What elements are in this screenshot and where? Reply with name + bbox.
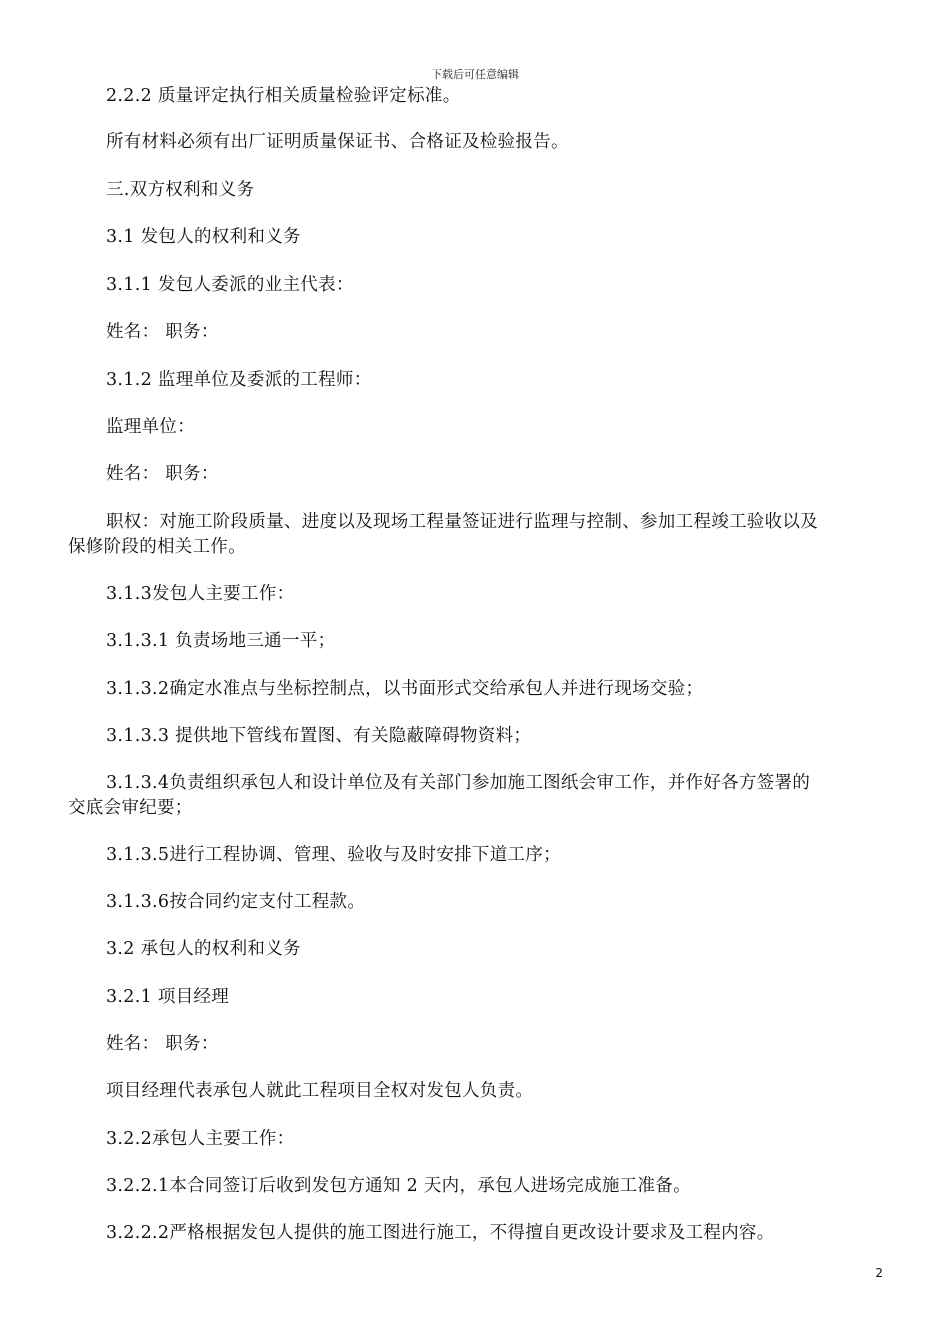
clause-3-1-3-3: 3.1.3.3 提供地下管线布置图、有关隐蔽障碍物资料； — [106, 726, 532, 746]
authority-paragraph-line-2: 保修阶段的相关工作。 — [68, 537, 246, 557]
page-number: 2 — [875, 1266, 883, 1280]
clause-3-1: 3.1 发包人的权利和义务 — [106, 227, 301, 247]
clause-3-2-2-2: 3.2.2.2严格根据发包人提供的施工图进行施工，不得擅自更改设计要求及工程内容。 — [106, 1223, 775, 1243]
materials-requirement: 所有材料必须有出厂证明质量保证书、合格证及检验报告。 — [106, 132, 569, 152]
clause-3-1-3-6: 3.1.3.6按合同约定支付工程款。 — [106, 892, 366, 912]
clause-3-1-3: 3.1.3发包人主要工作： — [106, 584, 295, 604]
clause-3-1-3-2: 3.1.3.2确定水准点与坐标控制点，以书面形式交给承包人并进行现场交验； — [106, 679, 704, 699]
section-heading-3: 三.双方权利和义务 — [106, 180, 255, 200]
clause-3-1-2: 3.1.2 监理单位及委派的工程师： — [106, 370, 372, 390]
clause-3-1-3-1: 3.1.3.1 负责场地三通一平； — [106, 631, 336, 651]
project-manager-statement: 项目经理代表承包人就此工程项目全权对发包人负责。 — [106, 1081, 534, 1101]
authority-paragraph-line-1: 职权：对施工阶段质量、进度以及现场工程量签证进行监理与控制、参加工程竣工验收以及 — [106, 512, 818, 532]
clause-3-1-3-5: 3.1.3.5进行工程协调、管理、验收与及时安排下道工序； — [106, 845, 561, 865]
clause-3-2-1: 3.2.1 项目经理 — [106, 987, 230, 1007]
supervision-unit-line: 监理单位： — [106, 417, 195, 437]
clause-3-2: 3.2 承包人的权利和义务 — [106, 939, 301, 959]
clause-3-1-3-4-line-2: 交底会审纪要； — [68, 798, 193, 818]
clause-2-2-2: 2.2.2 质量评定执行相关质量检验评定标准。 — [106, 86, 461, 106]
header-note: 下载后可任意编辑 — [431, 68, 519, 81]
name-position-line: 姓名： 职务： — [106, 1034, 219, 1054]
clause-3-2-2-1: 3.2.2.1本合同签订后收到发包方通知 2 天内，承包人进场完成施工准备。 — [106, 1176, 691, 1196]
clause-3-1-1: 3.1.1 发包人委派的业主代表： — [106, 275, 354, 295]
clause-3-1-3-4-line-1: 3.1.3.4负责组织承包人和设计单位及有关部门参加施工图纸会审工作，并作好各方签署的 — [106, 773, 811, 793]
name-position-line: 姓名： 职务： — [106, 322, 219, 342]
clause-3-2-2: 3.2.2承包人主要工作： — [106, 1129, 295, 1149]
name-position-line: 姓名： 职务： — [106, 464, 219, 484]
